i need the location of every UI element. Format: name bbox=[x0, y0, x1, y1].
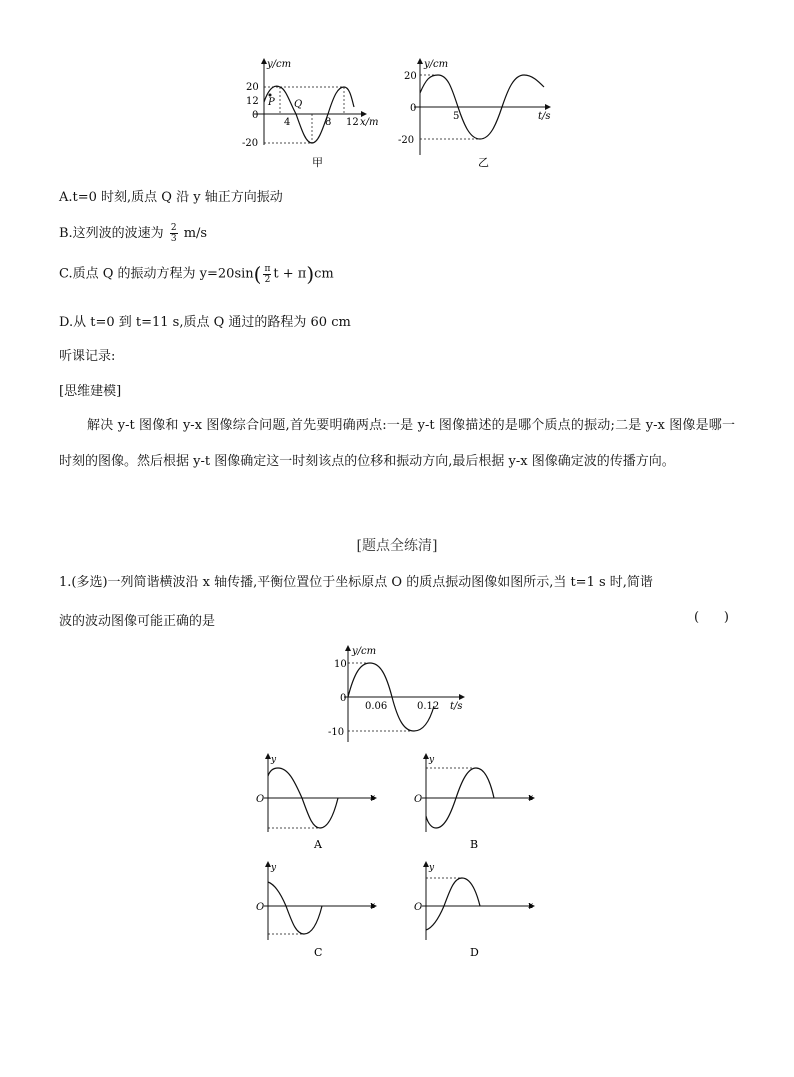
svg-text:x: x bbox=[370, 793, 376, 803]
choice-d-graph bbox=[412, 858, 542, 962]
choice-d-label: D bbox=[470, 946, 479, 959]
option-d: D.从 t=0 到 t=11 s,质点 Q 通过的路程为 60 cm bbox=[59, 315, 351, 330]
y-axis-label: y/cm bbox=[267, 59, 292, 70]
svg-text:-10: -10 bbox=[328, 727, 345, 738]
choice-a-label: A bbox=[314, 838, 322, 851]
section-title: [题点全练清] bbox=[356, 538, 438, 554]
choice-b-graph bbox=[412, 750, 542, 854]
option-c: C.质点 Q 的振动方程为 y=20sin( $\frac{\pi}{2}$ t + π)cm bbox=[59, 262, 334, 286]
svg-text:5: 5 bbox=[453, 111, 460, 122]
svg-text:t/s: t/s bbox=[538, 111, 551, 122]
svg-text:20: 20 bbox=[246, 82, 259, 93]
svg-text:y: y bbox=[429, 863, 435, 873]
caption-yi: 乙 bbox=[478, 156, 489, 169]
model-title: [思维建模] bbox=[59, 384, 122, 399]
model-text: 解决 y-t 图像和 y-x 图像综合问题,首先要明确两点:一是 y-t 图像描述的是哪个质点的振动;二是 y-x 图像是哪一时刻的图像。然后根据 y-t 图像确定这一时刻该点的位移和振动方向,最后根据 y-x 图像确定波的传播方向。 bbox=[59, 418, 735, 469]
svg-text:20: 20 bbox=[404, 71, 417, 82]
svg-text:y: y bbox=[429, 755, 435, 765]
svg-text:10: 10 bbox=[334, 659, 347, 670]
svg-text:P: P bbox=[268, 97, 275, 108]
svg-text:y/cm: y/cm bbox=[352, 646, 377, 657]
svg-text:12: 12 bbox=[346, 117, 359, 128]
svg-text:x: x bbox=[370, 901, 376, 911]
svg-text:0.12: 0.12 bbox=[417, 701, 440, 712]
svg-text:O: O bbox=[414, 902, 423, 913]
figure-yi bbox=[398, 55, 558, 173]
svg-text:O: O bbox=[256, 902, 265, 913]
notes-label: 听课记录: bbox=[59, 349, 116, 364]
svg-text:x: x bbox=[528, 793, 534, 803]
choice-c-label: C bbox=[314, 946, 323, 959]
svg-text:Q: Q bbox=[294, 99, 303, 110]
svg-text:x/m: x/m bbox=[360, 117, 379, 128]
svg-text:O: O bbox=[414, 794, 423, 805]
answer-bracket: ( ) bbox=[694, 610, 729, 625]
svg-text:12: 12 bbox=[246, 96, 259, 107]
svg-text:O: O bbox=[256, 794, 265, 805]
option-a: A.t=0 时刻,质点 Q 沿 y 轴正方向振动 bbox=[59, 190, 283, 205]
svg-text:y/cm: y/cm bbox=[424, 59, 449, 70]
svg-text:0: 0 bbox=[410, 103, 417, 114]
question-line-2: 波的波动图像可能正确的是 bbox=[59, 614, 216, 629]
svg-text:x: x bbox=[528, 901, 534, 911]
question-figure bbox=[322, 642, 472, 746]
svg-text:0: 0 bbox=[340, 693, 347, 704]
figure-jia bbox=[236, 55, 379, 173]
svg-text:-20: -20 bbox=[398, 135, 415, 146]
question-line-1: 1.(多选)一列简谐横波沿 x 轴传播,平衡位置位于坐标原点 O 的质点振动图像如图所示,当 t=1 s 时,简谐 bbox=[59, 575, 653, 590]
svg-text:y: y bbox=[271, 755, 277, 765]
wave-curve bbox=[264, 86, 354, 143]
fraction: $\frac{\pi}{2}$ bbox=[264, 263, 271, 285]
option-b: B.这列波的波速为 $\frac{2}{3}$ m/s bbox=[59, 223, 208, 244]
svg-text:4: 4 bbox=[284, 117, 291, 128]
svg-text:0.06: 0.06 bbox=[365, 701, 388, 712]
svg-text:y: y bbox=[271, 863, 277, 873]
choice-b-label: B bbox=[470, 838, 479, 851]
caption-jia: 甲 bbox=[312, 156, 323, 169]
svg-text:0: 0 bbox=[252, 110, 259, 121]
choice-a-graph bbox=[254, 750, 384, 854]
svg-text:8: 8 bbox=[325, 117, 332, 128]
svg-text:t/s: t/s bbox=[450, 701, 463, 712]
fraction: $\frac{2}{3}$ bbox=[170, 223, 177, 244]
choice-c-graph bbox=[254, 858, 384, 962]
svg-text:-20: -20 bbox=[242, 138, 259, 149]
